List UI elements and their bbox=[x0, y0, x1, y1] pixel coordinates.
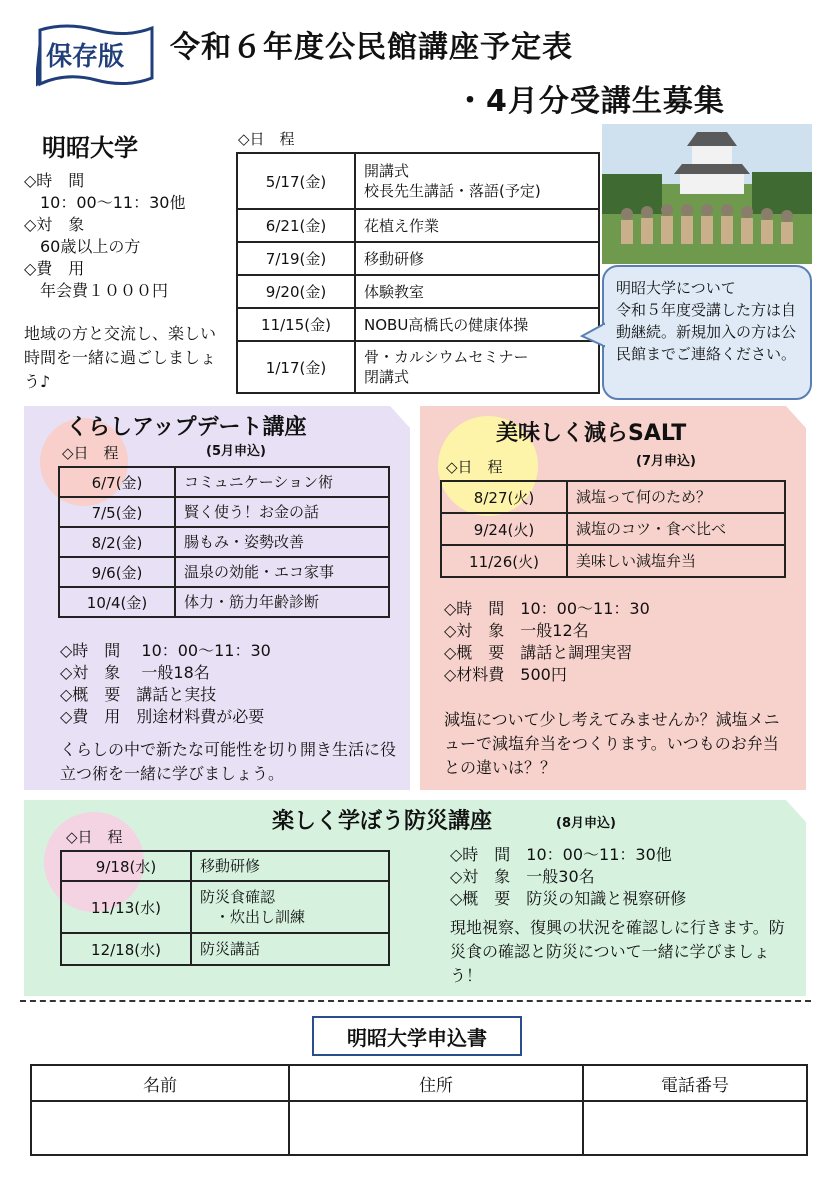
table-row bbox=[59, 587, 389, 617]
kurashi-info: ◇時 間 10：00～11：30 ◇対 象 一般18名 ◇概 要 講話と実技 ◇費 用 別途材料費が必要 bbox=[60, 641, 271, 726]
date-cell: 6/21(金) bbox=[237, 209, 355, 242]
meisho-description: 地域の方と交流し、楽しい時間を一緒に過ごしましょう♪ bbox=[24, 324, 217, 391]
event-cell: 体験教室 bbox=[355, 275, 599, 308]
event-cell: NOBU高橋氏の健康体操 bbox=[355, 308, 599, 341]
date-cell: 5/17(金) bbox=[237, 153, 355, 209]
date-cell: 7/19(金) bbox=[237, 242, 355, 275]
date-cell: 6/7(金) bbox=[59, 467, 175, 497]
salt-heading: 美味しく減らSALT bbox=[496, 421, 687, 446]
table-row bbox=[441, 545, 785, 577]
group-photo bbox=[602, 124, 812, 264]
application-form-title: 明昭大学申込書 bbox=[312, 1016, 522, 1056]
event-cell: 花植え作業 bbox=[355, 209, 599, 242]
meisho-schedule-label: ◇日 程 bbox=[238, 130, 295, 148]
table-row bbox=[237, 242, 599, 275]
salt-schedule-table bbox=[440, 480, 786, 578]
date-cell: 7/5(金) bbox=[59, 497, 175, 527]
table-row bbox=[237, 209, 599, 242]
phone-column-header: 電話番号 bbox=[583, 1065, 807, 1101]
kurashi-note: (5月申込) bbox=[206, 444, 266, 459]
salt-note: (7月申込) bbox=[636, 454, 696, 469]
table-row bbox=[237, 308, 599, 341]
table-row bbox=[59, 557, 389, 587]
event-cell: 防災講話 bbox=[191, 933, 389, 965]
bousai-heading: 楽しく学ぼう防災講座 bbox=[272, 809, 493, 834]
name-field[interactable] bbox=[31, 1101, 289, 1155]
date-cell: 8/2(金) bbox=[59, 527, 175, 557]
page-subtitle: ・4月分受講生募集 bbox=[455, 84, 725, 119]
table-row bbox=[237, 341, 599, 393]
bousai-info: ◇時 間 10：00～11：30他 ◇対 象 一般30名 ◇概 要 防災の知識と視察研修 bbox=[450, 845, 687, 908]
table-row bbox=[61, 881, 389, 933]
date-cell: 11/15(金) bbox=[237, 308, 355, 341]
salt-info: ◇時 間 10：00～11：30 ◇対 象 一般12名 ◇概 要 講話と調理実習 ◇材料費 500円 bbox=[444, 599, 650, 684]
table-row bbox=[59, 497, 389, 527]
event-cell: 防災食確認 ・炊出し訓練 bbox=[191, 881, 389, 933]
form-input-row bbox=[31, 1101, 807, 1155]
application-form-table bbox=[30, 1064, 808, 1156]
bousai-description: 現地視察、復興の状況を確認しに行きます。防災食の確認と防災について一緒に学びましょう！ bbox=[450, 918, 785, 985]
address-column-header: 住所 bbox=[289, 1065, 583, 1101]
table-row bbox=[441, 513, 785, 545]
meisho-schedule-table bbox=[236, 152, 600, 394]
form-header-row bbox=[31, 1065, 807, 1101]
table-row bbox=[441, 481, 785, 513]
table-row bbox=[61, 933, 389, 965]
event-cell: 骨・カルシウムセミナー 閉講式 bbox=[355, 341, 599, 393]
address-field[interactable] bbox=[289, 1101, 583, 1155]
date-cell: 9/18(水) bbox=[61, 851, 191, 881]
save-badge-text: 保存版 bbox=[46, 42, 125, 72]
kurashi-heading: くらしアップデート講座 bbox=[66, 415, 307, 440]
event-cell: 賢く使う！お金の話 bbox=[175, 497, 389, 527]
date-cell: 9/24(火) bbox=[441, 513, 567, 545]
event-cell: 減塩のコツ・食べ比べ bbox=[567, 513, 785, 545]
date-cell: 11/13(水) bbox=[61, 881, 191, 933]
event-cell: コミュニケーション術 bbox=[175, 467, 389, 497]
table-row bbox=[237, 275, 599, 308]
table-row bbox=[59, 467, 389, 497]
meisho-info: ◇時 間 10：00～11：30他 ◇対 象 60歳以上の方 ◇費 用 年会費１０００円 bbox=[24, 171, 186, 300]
table-row bbox=[59, 527, 389, 557]
phone-field[interactable] bbox=[583, 1101, 807, 1155]
date-cell: 11/26(火) bbox=[441, 545, 567, 577]
bousai-note: (8月申込) bbox=[556, 816, 616, 831]
event-cell: 腸もみ・姿勢改善 bbox=[175, 527, 389, 557]
event-cell: 開講式 校長先生講話・落語(予定) bbox=[355, 153, 599, 209]
name-column-header: 名前 bbox=[31, 1065, 289, 1101]
salt-description: 減塩について少し考えてみませんか？減塩メニューで減塩弁当をつくります。いつものお弁当との違いは？？ bbox=[444, 710, 780, 777]
table-row bbox=[61, 851, 389, 881]
event-cell: 減塩って何のため？ bbox=[567, 481, 785, 513]
date-cell: 8/27(火) bbox=[441, 481, 567, 513]
kurashi-schedule-label: ◇日 程 bbox=[62, 444, 119, 462]
kurashi-schedule-table bbox=[58, 466, 390, 618]
bubble-text: 明昭大学について 令和５年度受講した方は自動継続。新規加入の方は公民館までご連絡ください。 bbox=[616, 279, 797, 363]
page-title: 令和６年度公民館講座予定表 bbox=[170, 30, 573, 65]
date-cell: 12/18(水) bbox=[61, 933, 191, 965]
event-cell: 移動研修 bbox=[191, 851, 389, 881]
date-cell: 9/20(金) bbox=[237, 275, 355, 308]
bubble-tail bbox=[580, 322, 606, 348]
table-row bbox=[237, 153, 599, 209]
salt-schedule-label: ◇日 程 bbox=[446, 458, 503, 476]
kurashi-description: くらしの中で新たな可能性を切り開き生活に役立つ術を一緒に学びましょう。 bbox=[60, 740, 397, 783]
date-cell: 9/6(金) bbox=[59, 557, 175, 587]
event-cell: 体力・筋力年齢診断 bbox=[175, 587, 389, 617]
bousai-schedule-table bbox=[60, 850, 390, 966]
date-cell: 10/4(金) bbox=[59, 587, 175, 617]
event-cell: 美味しい減塩弁当 bbox=[567, 545, 785, 577]
event-cell: 移動研修 bbox=[355, 242, 599, 275]
bousai-schedule-label: ◇日 程 bbox=[66, 828, 123, 846]
event-cell: 温泉の効能・エコ家事 bbox=[175, 557, 389, 587]
date-cell: 1/17(金) bbox=[237, 341, 355, 393]
cut-line bbox=[20, 1000, 811, 1002]
meisho-info-bubble bbox=[602, 265, 812, 400]
meisho-heading: 明昭大学 bbox=[42, 134, 138, 162]
